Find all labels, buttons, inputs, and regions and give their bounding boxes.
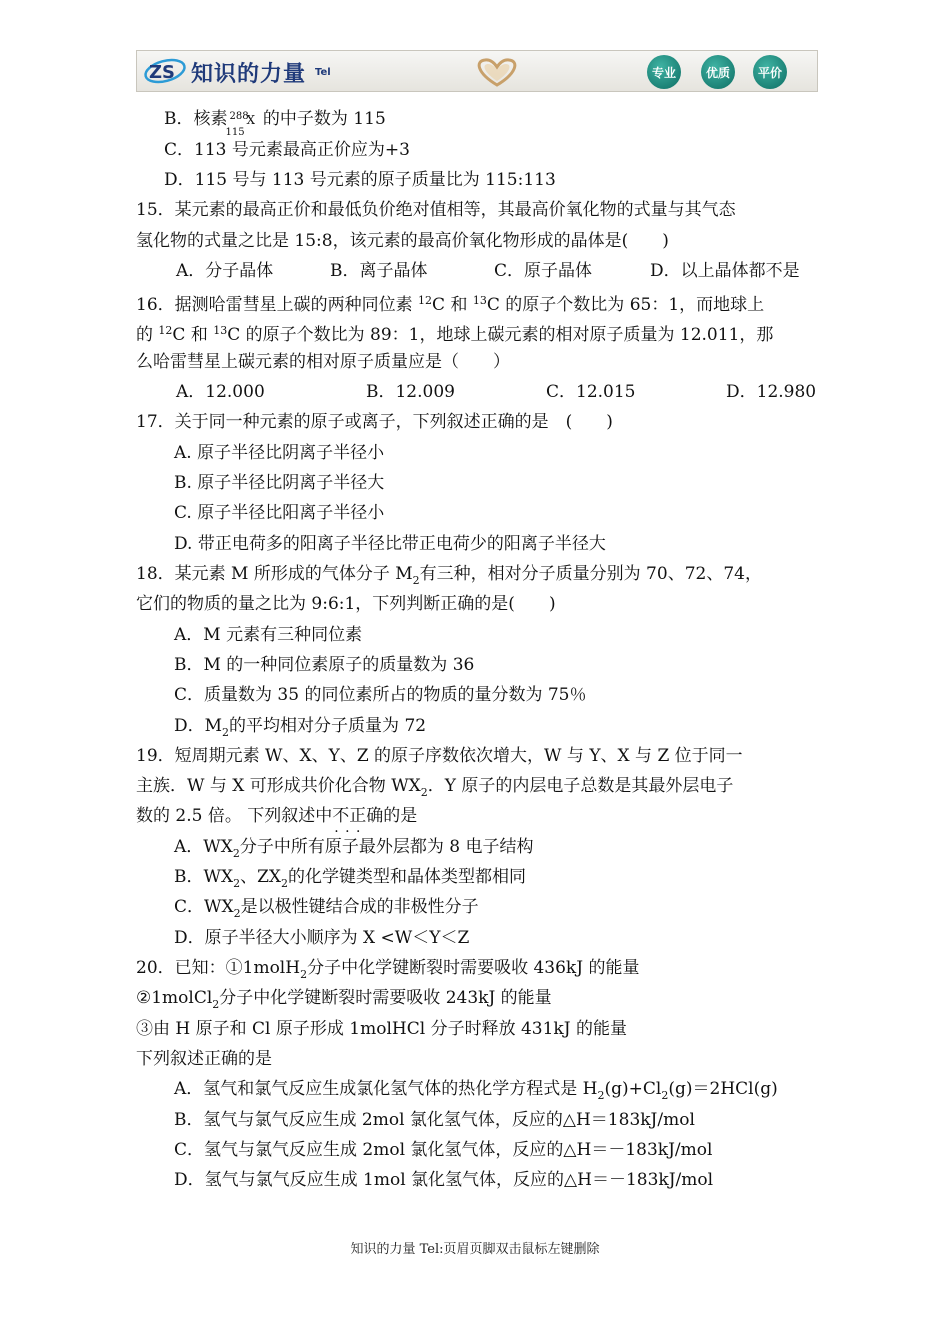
badge-quality: 优质 (701, 55, 735, 89)
q19-option-b: B．$WX_2$、$ZX_2$的化学键类型和晶体类型都相同 (174, 867, 526, 890)
option-b-nuclide: B．核素 288 115 X 的中子数为 115 (164, 109, 386, 138)
q16-option-d: D．12.980 (726, 382, 817, 402)
q20-option-a: A．氢气和氯气反应生成氯化氢气体的热化学方程式是 $H_2(g)+Cl_2(g)=2HCl(g)$ (174, 1079, 778, 1102)
q19-option-d: D．原子半径大小顺序为 X <W＜Y＜Z (174, 928, 470, 948)
option-c: C．113 号元素最高正价应为+3 (164, 140, 410, 160)
q18-option-c: C．质量数为 35 的同位素所占的物质的量分数为 75％ (174, 685, 587, 705)
question-16-line3: 么哈雷彗星上碳元素的相对原子质量应是（ ） (136, 352, 510, 372)
q15-option-b: B．离子晶体 (330, 261, 428, 281)
question-15-line2: 氢化物的式量之比是 15:8，该元素的最高价氧化物形成的晶体是( ) (136, 231, 669, 251)
q15-option-c: C．原子晶体 (494, 261, 593, 281)
emphasis-not-correct: 不正确 · · · (332, 806, 383, 826)
q16-option-b: B．12.009 (366, 382, 455, 402)
q15-option-d: D．以上晶体都不是 (650, 261, 800, 281)
page-footer: 知识的力量 Tel:页眉页脚双击鼠标左键删除 (350, 1242, 600, 1257)
question-19-line3: 数的 2.5 倍。 下列叙述中不正确 · · ·的是 (136, 805, 417, 827)
q17-option-d: D. 带正电荷多的阳离子半径比带正电荷少的阳离子半径大 (174, 534, 606, 554)
hands-heart-icon (467, 55, 527, 89)
question-19-line1: 19．短周期元素 W、X、Y、Z 的原子序数依次增大，W 与 Y、X 与 Z 位于同一 (136, 746, 743, 766)
zs-logo-icon (143, 54, 187, 88)
question-18-line1: 18．某元素 M 所形成的气体分子 $M_2$有三种，相对分子质量分别为 70、72、74， (136, 564, 762, 587)
nuclide-symbol: 288 115 X (225, 110, 256, 138)
q18-option-a: A．M 元素有三种同位素 (174, 625, 363, 645)
q19-option-a: A．$WX_2$分子中所有原子最外层都为 8 电子结构 (174, 837, 534, 860)
question-16-line2: 的 $^{12}$C 和 $^{13}$C 的原子个数比为 89：1，地球上碳元素的相对原子质量为 12.011，那 (136, 324, 774, 345)
q20-option-b: B．氢气与氯气反应生成 2mol 氯化氢气体，反应的△H＝183kJ/mol (174, 1110, 695, 1130)
q16-option-c: C．12.015 (546, 382, 636, 402)
badge-professional: 专业 (647, 55, 681, 89)
question-20-line1: 20．已知：①1molH$_2$分子中化学键断裂时需要吸收 436kJ 的能量 (136, 958, 640, 981)
question-18-line2: 它们的物质的量之比为 9:6:1，下列判断正确的是( ) (136, 594, 556, 614)
question-15-line1: 15．某元素的最高正价和最低负价绝对值相等，其最高价氧化物的式量与其气态 (136, 200, 736, 220)
question-17: 17．关于同一种元素的原子或离子，下列叙述正确的是 ( ) (136, 412, 613, 432)
brand-tel: Tel (315, 67, 331, 78)
q20-option-c: C．氢气与氯气反应生成 2mol 氯化氢气体，反应的△H＝－183kJ/mol (174, 1140, 713, 1160)
q18-option-b: B．M 的一种同位素原子的质量数为 36 (174, 655, 475, 675)
q15-option-a: A．分子晶体 (176, 261, 274, 281)
q20-option-d: D．氢气与氯气反应生成 1mol 氯化氢气体，反应的△H＝－183kJ/mol (174, 1170, 714, 1190)
question-20-line2: ②1molCl$_2$分子中化学键断裂时需要吸收 243kJ 的能量 (136, 988, 552, 1011)
q19-option-c: C．$WX_2$是以极性键结合成的非极性分子 (174, 897, 479, 920)
question-20-line4: 下列叙述正确的是 (136, 1049, 272, 1069)
header-banner (136, 50, 818, 92)
q17-option-a: A. 原子半径比阴离子半径小 (174, 443, 385, 463)
q17-option-b: B. 原子半径比阴离子半径大 (174, 473, 385, 493)
option-d: D．115 号与 113 号元素的原子质量比为 115:113 (164, 170, 556, 190)
question-19-line2: 主族．W 与 X 可形成共价化合物 $WX_2$．Y 原子的内层电子总数是其最外层电子 (136, 776, 734, 799)
brand-title: 知识的力量 (191, 62, 307, 87)
q18-option-d: D．$M_2$的平均相对分子质量为 72 (174, 716, 427, 739)
question-16-line1: 16．据测哈雷彗星上碳的两种同位素 $^{12}$C 和 $^{13}$C 的原子个数比为 65：1，而地球上 (136, 294, 765, 315)
q16-option-a: A．12.000 (176, 382, 265, 402)
svg-text:ZS: ZS (149, 62, 176, 83)
badge-price: 平价 (753, 55, 787, 89)
question-20-line3: ③由 H 原子和 Cl 原子形成 1molHCl 分子时释放 431kJ 的能量 (136, 1019, 627, 1039)
q17-option-c: C. 原子半径比阳离子半径小 (174, 503, 385, 523)
